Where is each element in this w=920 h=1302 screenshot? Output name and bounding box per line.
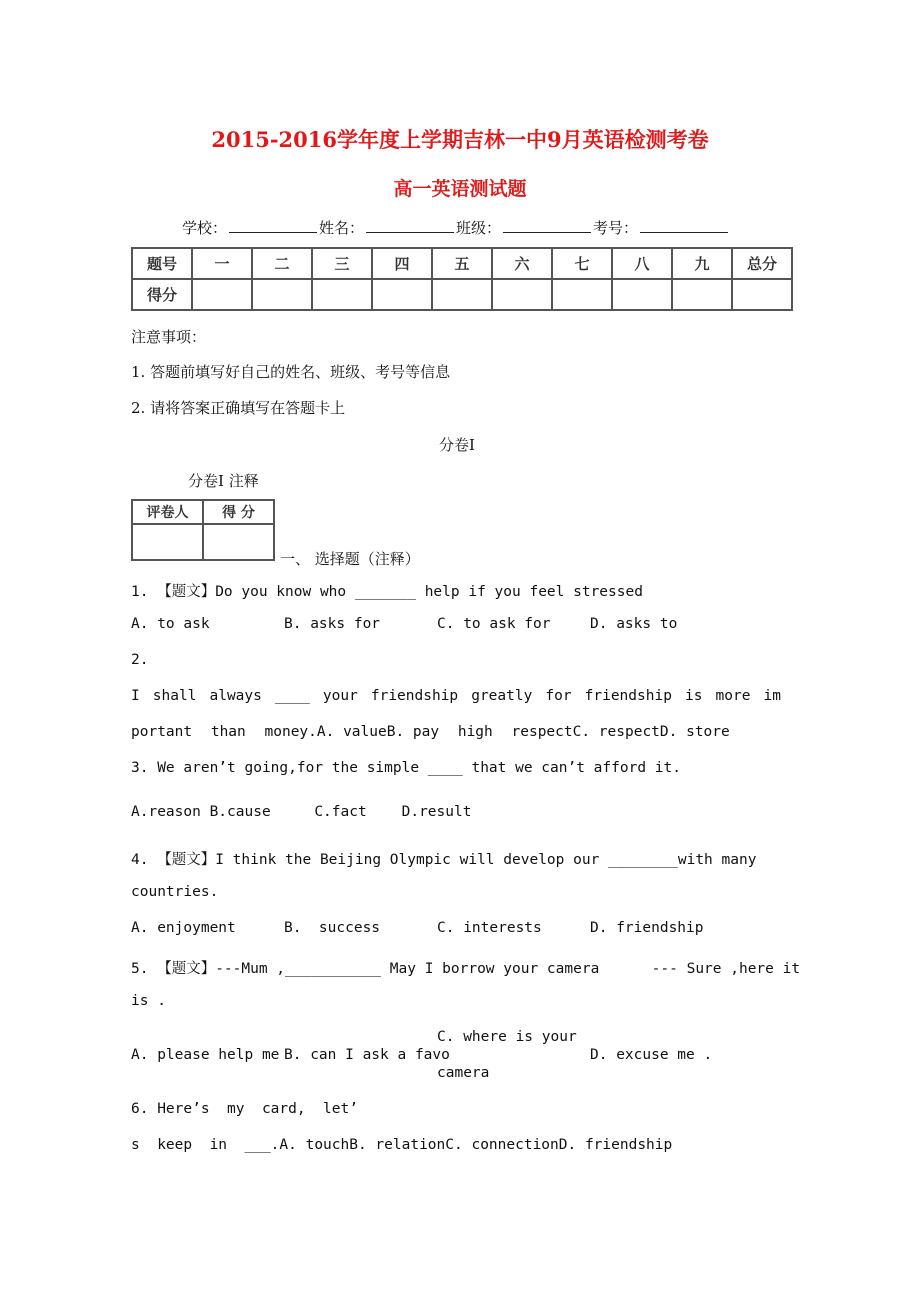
notes-heading: 注意事项： (131, 328, 207, 346)
q2-word: more (715, 688, 751, 704)
score-empty-cell (192, 279, 252, 310)
note-item-2: 2. 请将答案正确填写在答题卡上 (131, 399, 346, 417)
score-cell: 四 (372, 248, 432, 279)
class-blank (503, 218, 591, 233)
q2-word: I (131, 688, 140, 704)
q4-option-c: C. interests (437, 920, 542, 936)
question-1: 1. 【题文】Do you know who _______ help if you feel stressed (131, 584, 643, 600)
q2-word: friendship (584, 688, 672, 704)
score-table (131, 247, 793, 311)
question-5: 5. 【题文】---Mum ,___________ May I borrow your camera --- Sure ,here it (131, 961, 801, 977)
q4-option-b: B. success (284, 920, 381, 936)
section-note: 分卷I 注释 (188, 472, 259, 490)
exam-title: 2015-2016学年度上学期吉林一中9月英语检测考卷 (211, 127, 709, 152)
q1-option-b: B. asks for (284, 616, 381, 632)
q2-word: greatly (471, 688, 533, 704)
q5-option-d: D. excuse me . (590, 1047, 713, 1063)
exam-no-blank (640, 218, 728, 233)
q1-option-c: C. to ask for (437, 616, 551, 632)
q2-word: than (210, 724, 246, 740)
score-row-label: 得分 (132, 279, 192, 310)
name-blank (366, 218, 454, 233)
q2-word: is (684, 688, 703, 704)
q2-word: always (209, 688, 262, 704)
question-6-line-1: 6. Here’s my card, let’ (131, 1101, 358, 1117)
question-3: 3. We aren’t going,for the simple ____ that we can’t afford it. (131, 760, 681, 776)
score-table-score-row (132, 279, 792, 310)
q2-word: for (545, 688, 572, 704)
q1-option-d: D. asks to (590, 616, 678, 632)
score-cell: 七 (552, 248, 612, 279)
score-cell: 三 (312, 248, 372, 279)
score-empty-cell (432, 279, 492, 310)
score-empty-cell (732, 279, 792, 310)
part-title: 一、 选择题（注释） (280, 550, 420, 568)
score-cell: 总分 (732, 248, 792, 279)
note-item-1: 1. 答题前填写好自己的姓名、班级、考号等信息 (131, 363, 451, 381)
question-2-number: 2. (131, 652, 149, 668)
section-title: 分卷I (439, 436, 475, 454)
question-4-continued: countries. (131, 884, 219, 900)
grader-table (131, 499, 275, 561)
score-cell: 八 (612, 248, 672, 279)
score-table-header-row (132, 248, 792, 279)
q2-word: money.A. valueB. pay (264, 724, 440, 740)
q2-word: respectC. respectD. store (511, 724, 730, 740)
q4-option-a: A. enjoyment (131, 920, 236, 936)
q3-options: A.reason B.cause C.fact D.result (131, 804, 472, 820)
school-label: 学校： (182, 219, 228, 237)
q4-option-d: D. friendship (590, 920, 704, 936)
exam-subtitle: 高一英语测试题 (393, 178, 527, 200)
q5-option-c-line-1: C. where is your (437, 1029, 577, 1045)
q2-word: your (322, 688, 358, 704)
question-2-line-1 (131, 688, 781, 704)
score-empty-cell (672, 279, 732, 310)
score-empty-cell (252, 279, 312, 310)
q2-word: portant (131, 724, 193, 740)
q2-word: im (763, 688, 781, 704)
score-empty-cell (312, 279, 372, 310)
grader-empty-cell (203, 524, 274, 560)
grader-score-label: 得 分 (203, 500, 274, 524)
exam-no-label: 考号： (593, 219, 639, 237)
school-blank (229, 218, 317, 233)
q2-word: ____ (274, 688, 310, 704)
grader-header-row (132, 500, 274, 524)
grader-blank-row (132, 524, 274, 560)
q2-word: shall (152, 688, 197, 704)
q2-word: friendship (370, 688, 459, 704)
student-info-line (182, 217, 730, 238)
grader-label: 评卷人 (132, 500, 203, 524)
score-empty-cell (552, 279, 612, 310)
score-cell: 五 (432, 248, 492, 279)
score-empty-cell (492, 279, 552, 310)
question-5-continued: is . (131, 993, 166, 1009)
name-label: 姓名： (319, 219, 365, 237)
q5-option-b: B. can I ask a favo (284, 1047, 450, 1063)
q2-word: high (457, 724, 493, 740)
question-6-line-2: s keep in ___.A. touchB. relationC. connectionD. friendship (131, 1137, 673, 1153)
score-empty-cell (612, 279, 672, 310)
class-label: 班级： (456, 219, 502, 237)
score-cell: 题号 (132, 248, 192, 279)
score-empty-cell (372, 279, 432, 310)
q1-option-a: A. to ask (131, 616, 210, 632)
question-2-line-2 (131, 724, 730, 740)
q5-option-c-line-2: camera (437, 1065, 490, 1081)
score-cell: 九 (672, 248, 732, 279)
score-cell: 六 (492, 248, 552, 279)
question-4: 4. 【题文】I think the Beijing Olympic will develop our ________with many (131, 852, 757, 868)
grader-empty-cell (132, 524, 203, 560)
score-cell: 二 (252, 248, 312, 279)
score-cell: 一 (192, 248, 252, 279)
q5-option-a: A. please help me (131, 1047, 280, 1063)
